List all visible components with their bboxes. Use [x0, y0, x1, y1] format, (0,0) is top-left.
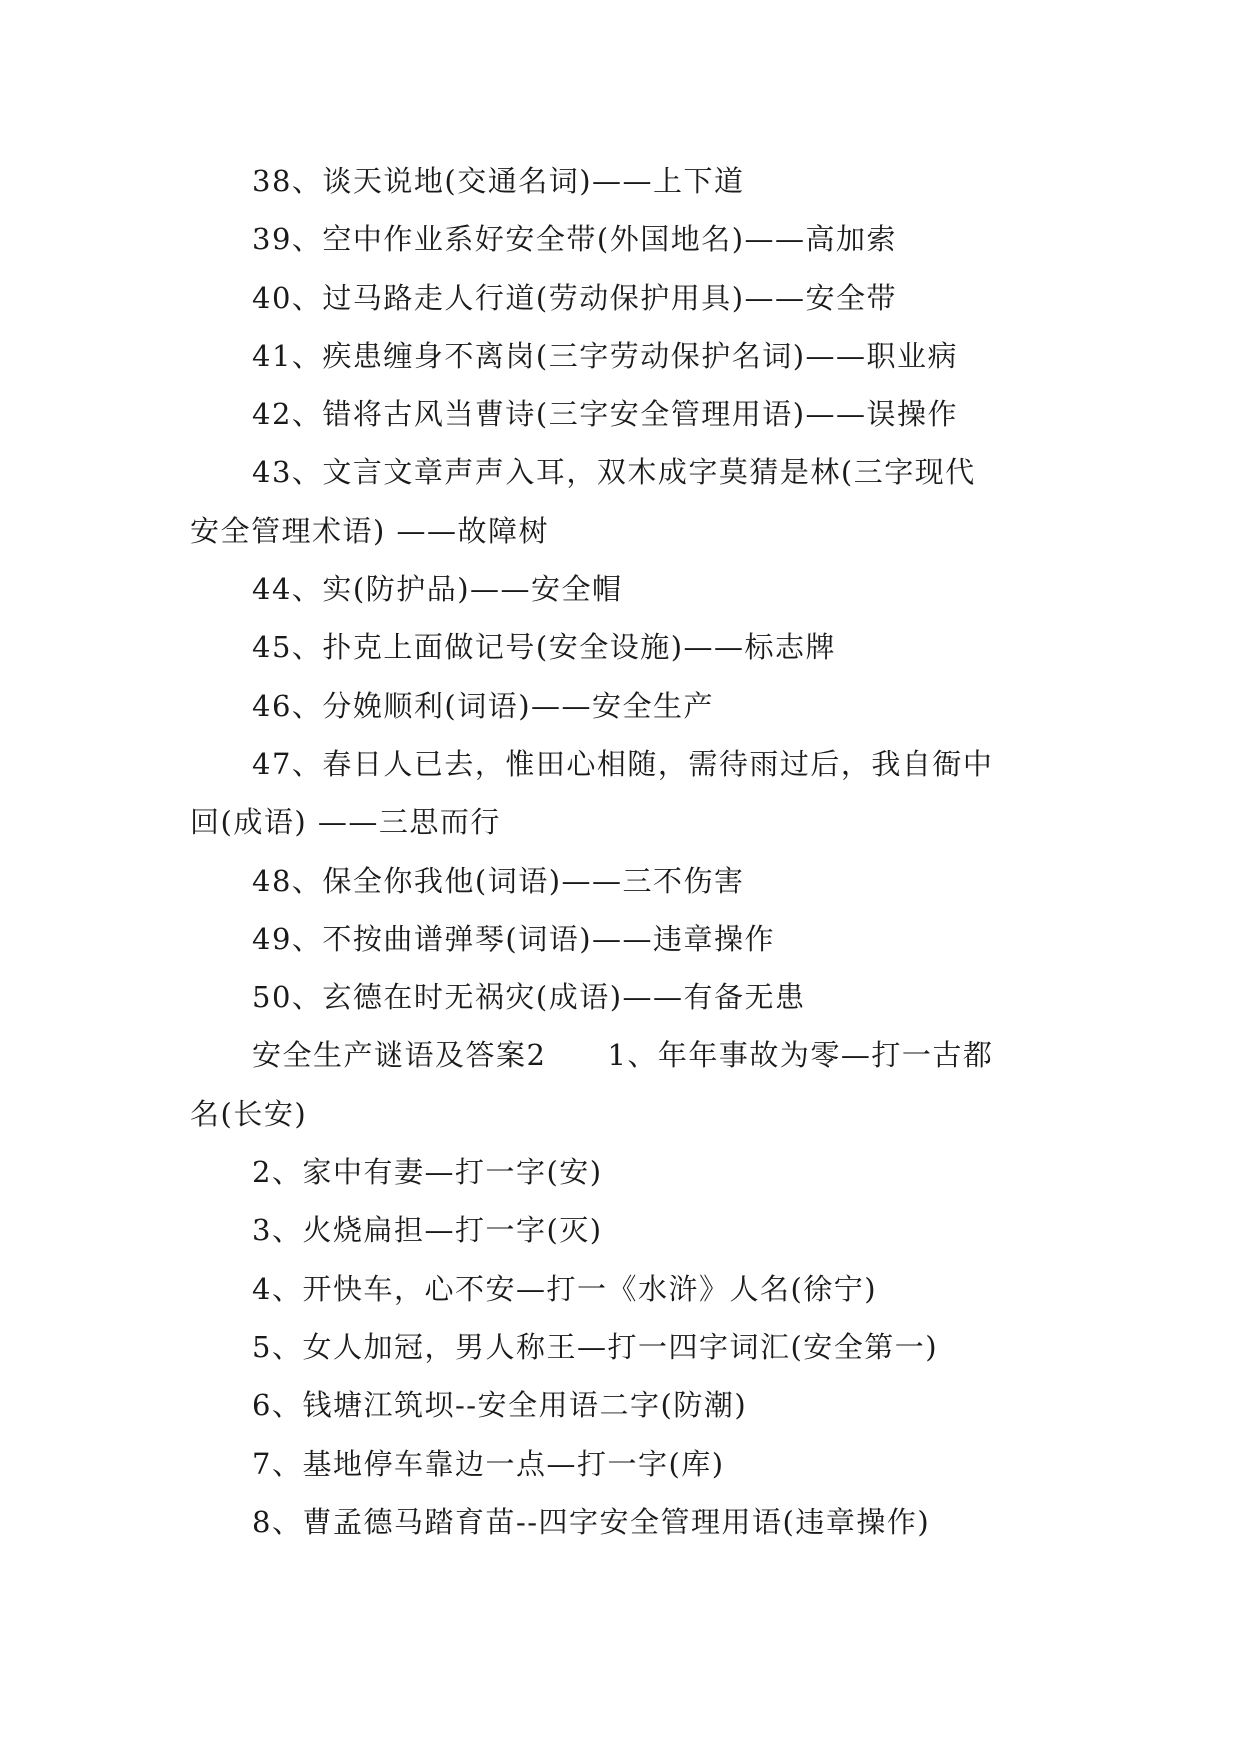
riddle-line: 47、春日人已去，惟田心相随，需待雨过后，我自衙中 [252, 746, 994, 781]
riddle-line: 2、家中有妻—打一字(安) [252, 1155, 603, 1190]
riddle-line: 41、疾患缠身不离岗(三字劳动保护名词)——职业病 [252, 338, 959, 373]
riddle-line: 42、错将古风当曹诗(三字安全管理用语)——误操作 [252, 397, 959, 432]
riddle-line: 6、钱塘江筑坝--安全用语二字(防潮) [252, 1388, 748, 1423]
riddle-line: 48、保全你我他(词语)——三不伤害 [252, 863, 745, 898]
document-body [190, 152, 1060, 1551]
riddle-line: 8、曹孟德马踏育苗--四字安全管理用语(违章操作) [252, 1504, 931, 1539]
section-heading-line: 安全生产谜语及答案2 1、年年事故为零—打一古都 [252, 1038, 994, 1073]
riddle-line: 3、火烧扁担—打一字(灭) [252, 1213, 603, 1248]
riddle-line: 45、扑克上面做记号(安全设施)——标志牌 [252, 630, 837, 665]
riddle-line: 4、开快车，心不安—打一《水浒》人名(徐宁) [252, 1271, 878, 1306]
riddle-line-continuation: 安全管理术语) ——故障树 [190, 513, 550, 548]
riddle-line: 49、不按曲谱弹琴(词语)——违章操作 [252, 921, 776, 956]
riddle-line: 50、玄德在时无祸灾(成语)——有备无患 [252, 980, 806, 1015]
riddle-line: 38、谈天说地(交通名词)——上下道 [252, 164, 745, 198]
riddle-line-continuation: 名(长安) [190, 1096, 308, 1131]
riddle-line: 46、分娩顺利(词语)——安全生产 [252, 688, 715, 723]
riddle-line: 43、文言文章声声入耳，双木成字莫猜是林(三字现代 [252, 455, 976, 490]
riddle-line: 44、实(防护品)——安全帽 [252, 572, 623, 607]
riddle-line: 7、基地停车靠边一点—打一字(库) [252, 1446, 725, 1481]
riddle-line: 39、空中作业系好安全带(外国地名)——高加索 [252, 222, 898, 257]
riddle-line: 5、女人加冠，男人称王—打一四字词汇(安全第一) [252, 1329, 939, 1364]
riddle-line: 40、过马路走人行道(劳动保护用具)——安全带 [252, 280, 898, 315]
riddle-line-continuation: 回(成语) ——三思而行 [190, 805, 501, 840]
